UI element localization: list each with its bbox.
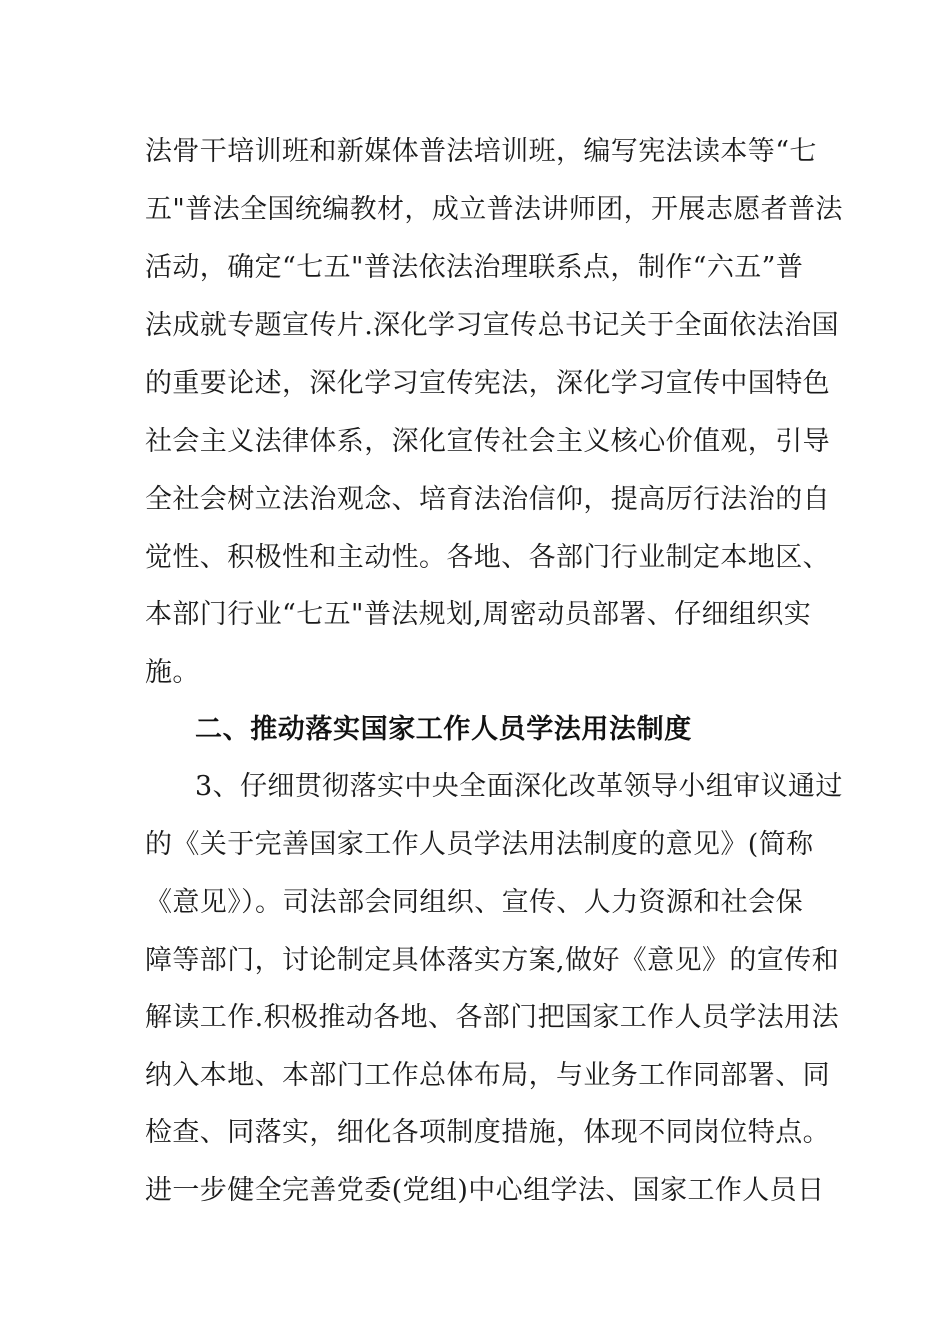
paragraph-2-line-8: 进一步健全完善党委(党组)中心组学法、国家工作人员日: [145, 1175, 825, 1206]
paragraph-2-line-1: 3、仔细贯彻落实中央全面深化改革领导小组审议通过: [195, 771, 843, 802]
paragraph-1-line-6: 社会主义法律体系，深化宣传社会主义核心价值观，引导: [145, 426, 830, 457]
paragraph-1-line-7: 全社会树立法治观念、培育法治信仰，提高厉行法治的自: [145, 484, 830, 515]
paragraph-1-line-1: 法骨干培训班和新媒体普法培训班，编写宪法读本等“七: [145, 136, 817, 167]
paragraph-1-line-8: 觉性、积极性和主动性。各地、各部门行业制定本地区、: [145, 542, 830, 573]
paragraph-2-line-2: 的《关于完善国家工作人员学法用法制度的意见》(简称: [145, 829, 814, 860]
paragraph-2-line-4: 障等部门，讨论制定具体落实方案,做好《意见》的宣传和: [145, 945, 839, 976]
paragraph-2-line-6: 纳入本地、本部门工作总体布局，与业务工作同部署、同: [145, 1060, 830, 1091]
paragraph-1-line-5: 的重要论述，深化学习宣传宪法，深化学习宣传中国特色: [145, 368, 830, 399]
paragraph-1-line-2: 五"普法全国统编教材，成立普法讲师团，开展志愿者普法: [145, 194, 843, 225]
paragraph-1-line-10: 施。: [145, 657, 200, 688]
paragraph-2-line-7: 检查、同落实，细化各项制度措施，体现不同岗位特点。: [145, 1117, 830, 1148]
paragraph-2-line-3: 《意见》）。司法部会同组织、宣传、人力资源和社会保: [145, 887, 803, 918]
paragraph-1-line-3: 活动，确定“七五"普法依法治理联系点，制作“六五”普: [145, 252, 804, 283]
paragraph-2-line-5: 解读工作.积极推动各地、各部门把国家工作人员学法用法: [145, 1002, 839, 1033]
paragraph-1-line-9: 本部门行业“七五"普法规划,周密动员部署、仔细组织实: [145, 599, 812, 630]
paragraph-1-line-4: 法成就专题宣传片.深化学习宣传总书记关于全面依法治国: [145, 310, 839, 341]
section-heading: 二、推动落实国家工作人员学法用法制度: [195, 714, 692, 745]
